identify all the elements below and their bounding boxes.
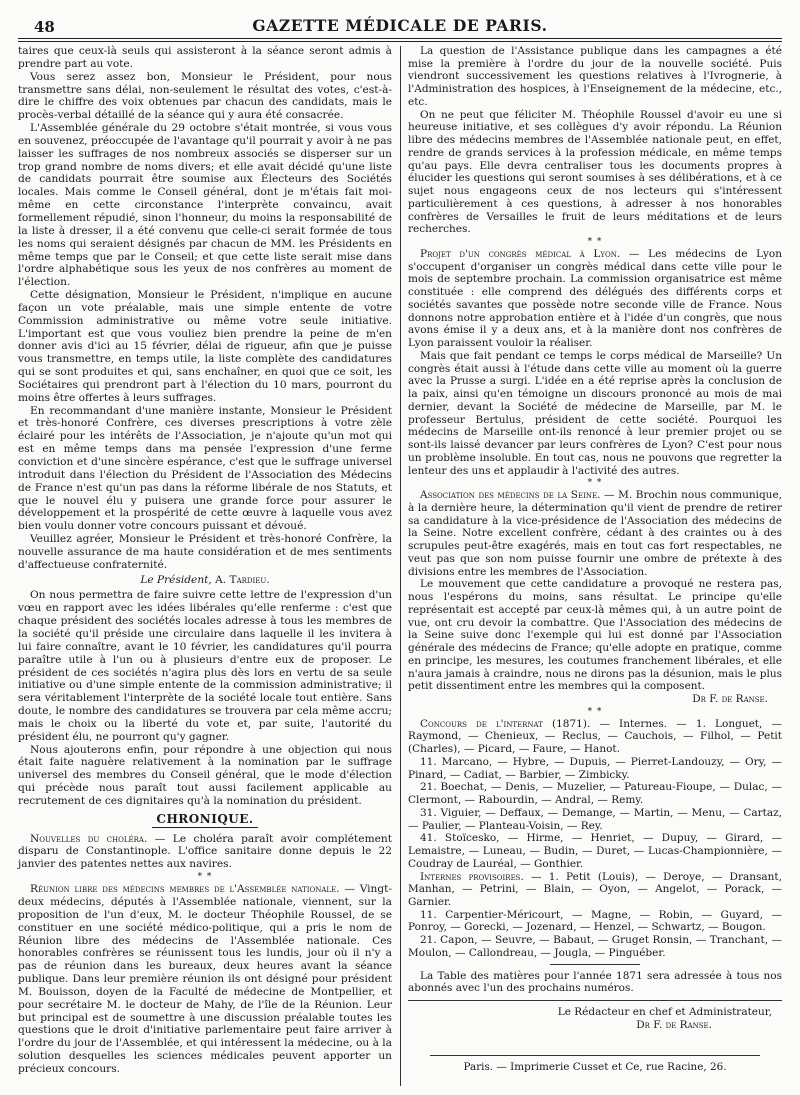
- paragraph: Veuillez agréer, Monsieur le Président et très-honoré Confrère, la nouvelle assurance de ma haute considération et de mes sentiments d'affectueuse confraternité.: [18, 533, 392, 571]
- page-number: 48: [34, 18, 55, 36]
- signature: Dr F. de Ranse.: [636, 1018, 712, 1031]
- short-rule: [550, 964, 640, 965]
- editor-line: Le Rédacteur en chef et Administrateur,: [557, 1006, 772, 1019]
- imprint-rule: [430, 1055, 760, 1056]
- paragraph: Cette désignation, Monsieur le Président, n'implique en aucune façon un vote préalable, mais une simple entente de votre Commission administrative ou même votre seule initiative. L'important est que vous vouliez bien prendre la peine de m'en donner avis d'ici au 15 février, délai de rigueur, afin que je puisse vous transmettre, en temps utile, la liste complète des candidatures qui se sont produites et qui, sans enchaîner, en quoi que ce soit, les Sociétaires qui prendront part à l'élection du 10 mars, pourront du moins être offertes à leurs suffrages.: [18, 289, 392, 404]
- signature-line: [18, 574, 392, 587]
- news-item: [408, 718, 782, 756]
- item-text: — 1. Petit (Louis), — Deroye, — Dransant, Manhan, — Petrini, — Blain, — Oyon, — Angelot, — Porack, — Garnier.: [408, 870, 782, 908]
- signature-role: Le Président,: [140, 573, 212, 586]
- separator-stars: * *: [587, 478, 603, 489]
- paragraph: Mais que fait pendant ce temps le corps médical de Marseille? Un congrès était aussi à l'étude dans cette ville au moment où la guerre avec la Prusse a surgi. L'idée en a été reprise après la conclusion de la paix, ainsi qu'en témoigne un discours prononcé au mois de mai dernier, devant la Société de médecine de Marseille, par M. le professeur Bertulus, président de cette société. Pourquoi les médecins de Marseille ont-ils renoncé à leur premier projet ou se sont-ils laissé devancer par leurs confrères de Lyon? C'est pour nous un problème insoluble. En tout cas, nous ne pouvons que regretter la lenteur des uns et applaudir à l'activité des autres.: [408, 349, 782, 477]
- item-heading: Nouvelles du choléra.: [30, 832, 148, 845]
- paragraph: La question de l'Assistance publique dans les campagnes a été mise la première à l'ordre du jour de la nouvelle société. Puis viendront successivement les questions relatives à l'Ivrognerie, à l'Administration des hospices, à l'Enseignement de la médecine, etc., etc.: [408, 45, 782, 108]
- header-rule: [18, 38, 782, 39]
- separator-stars: * *: [587, 237, 603, 248]
- item-heading: Concours de l'internat (1871).: [420, 717, 591, 730]
- separator-stars: * *: [197, 872, 213, 883]
- closing-rule: [408, 1000, 782, 1001]
- journal-title: GAZETTE MÉDICALE DE PARIS.: [252, 16, 548, 35]
- header-rule-double: [18, 41, 782, 42]
- item-text: — Le choléra paraît avoir complétement disparu de Constantinople. L'office sanitaire donne depuis le 22 janvier des patentes nettes aux navires.: [18, 832, 392, 871]
- column-divider: [400, 46, 401, 1086]
- paragraph: On ne peut que féliciter M. Théophile Roussel d'avoir eu une si heureuse initiative, et ses collègues d'y avoir répondu. La Réunion libre des médecins membres de l'Assemblée nationale peut, en effet, rendre de grands services à la profession médicale, en même temps qu'au pays. Elle devra centraliser tous les documents propres à élucider les questions qui seront soumises à ses délibérations, et à ce sujet nous engageons ceux de nos lecteurs qui s'intéressent particulièrement à ces questions, à adresser à nos honorables confrères de Versailles le fruit de leurs méditations et de leurs recherches.: [408, 108, 782, 236]
- signature-name: A. Tardieu.: [215, 573, 270, 586]
- item-text: — Les médecins de Lyon s'occupent d'organiser un congrès médical dans cette ville pour le mois de septembre prochain. La commission organisatrice est même constituée : elle comprend des délégués des différents corps et sociétés savantes que possède notre seconde ville de France. Nous donnons notre approbation entière et à l'idée d'un congrès, que nous avons émise il y a deux ans, et à la manière dont nos confrères de Lyon paraissent vouloir la réaliser.: [408, 248, 782, 350]
- page-header: [18, 14, 782, 38]
- list-item: 21. Capon, — Seuvre, — Babaut, — Gruget Ronsin, — Tranchant, — Moulon, — Callondreau, — Jougla, — Pinguéber.: [408, 934, 782, 959]
- news-item: [18, 833, 392, 872]
- paragraph: En recommandant d'une manière instante, Monsieur le Président et très-honoré Confrère, ces diverses prescriptions à votre zèle éclairé pour les intérêts de l'Association, je n'ajoute qu'un mot qui est en même temps dans ma pensée l'expression d'une ferme conviction et d'une sincère espérance, c'est que le suffrage universel introduit dans l'élection du Président de l'Association des Médecins de France n'est qu'un pas dans la réforme libérale de nos Statuts, et que le nouvel élu y puisera une grande force pour assurer le développement et la prospérité de cette œuvre à laquelle vous avez bien voulu donner votre concours puissant et dévoué.: [18, 404, 392, 533]
- item-text: — Internes. — 1. Longuet, — Raymond, — Chenieux, — Reclus, — Cauchois, — Filhol, — Petit (Charles), — Picard, — Faure, — Hanot.: [408, 717, 782, 756]
- list-item: 41. Stoïcesko, — Hirme, — Henriet, — Dupuy, — Girard, — Lemaistre, — Luneau, — Budin, — Duret, — Lucas-Championnière, — Coudray de Lauréal, — Gonthier.: [408, 832, 782, 870]
- left-column: [18, 45, 392, 1076]
- paragraph: La Table des matières pour l'année 1871 sera adressée à tous nos abonnés avec l'un des prochains numéros.: [408, 969, 782, 995]
- paragraph: taires que ceux-là seuls qui assisteront à la séance seront admis à prendre part au vote.: [18, 45, 392, 70]
- paragraph: Le mouvement que cette candidature a provoqué ne restera pas, nous l'espérons du moins, sans résultat. Le principe qu'elle représentait est accepté par ceux-là mêmes qui, à un autre point de vue, ont cru devoir la combattre. Que l'Association des médecins de la Seine suive donc l'exemple qui lui est donné par l'Association générale des médecins de France; qu'elle adopte en pratique, comme en principe, les mesures, les coutumes franchement libérales, et elle n'aura jamais à craindre, nous ne dirons pas la désunion, mais le plus petit dissentiment entre les membres qui la composent.: [408, 578, 782, 693]
- news-item: [408, 248, 782, 350]
- news-item: [408, 489, 782, 578]
- paragraph: Nous ajouterons enfin, pour répondre à une objection qui nous était faite naguère relativement à la nomination par le suffrage universel des membres du Conseil général, que le mode d'élection qui précède nous paraît tout aussi facilement applicable au recrutement de ces dignitaires qu'à la nomination du président.: [18, 743, 392, 807]
- paragraph: On nous permettra de faire suivre cette lettre de l'expression d'un vœu en rapport avec les idées libérales qu'elle renferme : c'est que chaque président des sociétés locales adresse à tous les membres de la société qu'il préside une circulaire dans laquelle il les invitera à lui faire connaître, avant le 10 février, les candidatures qu'il pourra paraître utile à l'un ou à plusieurs d'entre eux de proposer. Le président de ces sociétés n'agira plus dès lors en vertu de sa seule initiative ou d'une simple entente de la commission administrative; il sera véritablement l'interprète de la société locale tout entière. Sans doute, le nombre des candidatures se trouvera par cela même accru; mais le choix ou la liberté du vote et, par suite, l'autorité du président élu, ne pourront qu'y gagner.: [18, 589, 392, 743]
- news-item: [18, 883, 392, 1076]
- paragraph: Vous serez assez bon, Monsieur le Président, pour nous transmettre sans délai, non-seulement le résultat des votes, c'est-à-dire le chiffre des voix obtenues par chacun des candidats, mais le procès-verbal détaillé de la séance qui y aura été consacrée.: [18, 70, 392, 122]
- list-item: 31. Viguier, — Deffaux, — Demange, — Martin, — Menu, — Cartaz, — Paulier, — Planteau-Voisin, — Rey.: [408, 806, 782, 832]
- item-heading: Internes provisoires.: [420, 870, 524, 883]
- right-column: [408, 45, 782, 1032]
- section-heading: [18, 813, 392, 828]
- list-item: 11. Carpentier-Méricourt, — Magne, — Robin, — Guyard, — Ponroy, — Gorecki, — Jozenard, — Henzel, — Schwartz, — Bougon.: [408, 908, 782, 934]
- news-item: [408, 871, 782, 909]
- item-text: — M. Brochin nous communique, à la dernière heure, la détermination qu'il vient de prendre de retirer sa candidature à la vice-présidence de l'Association des médecins de la Seine. Notre excellent confrère, cédant à des craintes ou à des scrupules peut-être exagérés, mais en tout cas fort respectables, ne veut pas que son nom puisse fournir une ombre de prétexte à des divisions entre les membres de l'Association.: [408, 489, 782, 578]
- section-title: CHRONIQUE.: [152, 813, 257, 828]
- item-heading: Réunion libre des médecins membres de l'Assemblée nationale.: [30, 883, 340, 896]
- separator-stars: * *: [587, 706, 603, 717]
- paragraph: L'Assemblée générale du 29 octobre s'était montrée, si vous vous en souvenez, préoccupée de l'avantage qu'il pourrait y avoir à ne pas laisser les suffrages de nos nombreux associés se disperser sur un trop grand nombre de noms divers; et elle avait décidé qu'une liste de candidats pourrait être soumise aux Électeurs des Sociétés locales. Mais comme le Conseil général, dont je m'étais fait moi-même en cette circonstance l'interprète convaincu, avait formellement répudié, sinon l'honneur, du moins la responsabilité de la liste à dresser, il a été convenu que celle-ci serait formée de tous les noms qui seraient désignés par chacun de MM. les Présidents en même temps que par le Conseil; et que cette liste serait mise dans l'ordre alphabétique sous les yeux de nos confrères au moment de l'élection.: [18, 122, 392, 289]
- item-text: — Vingt-deux médecins, députés à l'Assemblée nationale, viennent, sur la proposition de l'un d'eux, M. le docteur Théophile Roussel, de se constituer en une société médico-politique, qui a pris le nom de Réunion libre des médecins de l'Assemblée nationale. Ces honorables confrères se réunissent tous les lundis, jour où il n'y a pas de réunion dans les bureaux, deux heures avant la séance publique. Dans leur première réunion ils ont désigné pour président M. Bouisson, doyen de la Faculté de médecine de Montpellier, et pour secrétaire M. le docteur de Mahy, de l'île de la Réunion. Leur but principal est de soumettre à une discussion préalable toutes les questions que le droit d'initiative parlementaire peut faire arriver à l'ordre du jour de l'Assemblée, et qui intéressent la médecine, ou à la solution desquelles les sciences médicales peuvent apporter un précieux concours.: [18, 883, 392, 1075]
- list-item: 21. Boechat, — Denis, — Muzelier, — Patureau-Fioupe, — Dulac, — Clermont, — Rabourdin, — Andral, — Remy.: [408, 781, 782, 807]
- printer-imprint: Paris. — Imprimerie Cusset et Ce, rue Racine, 26.: [463, 1061, 727, 1073]
- list-item: 11. Marcano, — Hybre, — Dupuis, — Pierret-Landouzy, — Ory, — Pinard, — Cadiat, — Barbier, — Zimbicky.: [408, 755, 782, 781]
- item-heading: Projet d'un congrès médical à Lyon.: [420, 248, 621, 261]
- item-heading: Association des médecins de la Seine.: [420, 489, 601, 502]
- signature: Dr F. de Ranse.: [692, 692, 768, 705]
